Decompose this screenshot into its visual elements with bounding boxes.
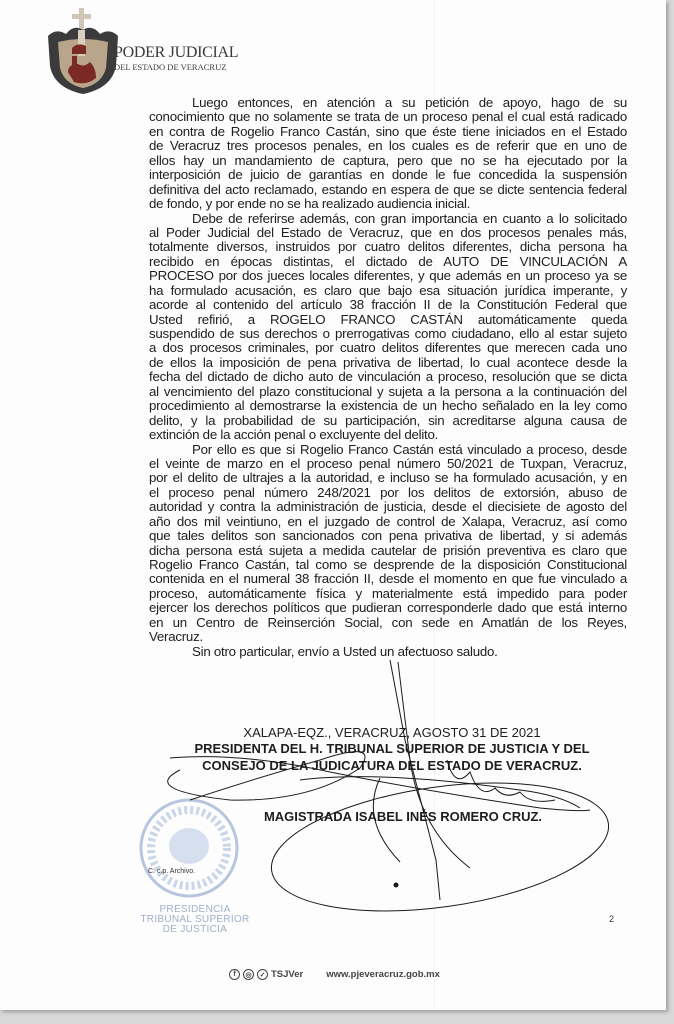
paragraph-line: en contra de Rogelio Franco Castán, sino que éste tiene iniciados en el Estado	[149, 123, 627, 139]
paragraph-line: en un Centro de Reinserción Social, con sede en Amatlán de los Reyes,	[149, 614, 627, 630]
signer-name: MAGISTRADA ISABEL INÉS ROMERO CRUZ.	[263, 809, 543, 824]
paragraph-line: por el delito de ultrajes a la autoridad, e incluso se ha formulado acusación, y en	[149, 470, 627, 486]
paragraph-line: de Veracruz tres procesos penales, en los cuales es de referir que en uno de	[149, 138, 627, 154]
footer	[229, 969, 440, 980]
paragraph-line: de ellos la imposición de pena privativa de libertad, lo cual acontece desde la	[149, 354, 627, 370]
paragraph-line: al Poder Judicial del Estado de Veracruz, que en dos procesos penales más,	[149, 224, 627, 240]
signature	[168, 660, 617, 930]
paragraph-line: Sin otro particular, envío a Usted un afectuoso saludo.	[192, 643, 498, 659]
paragraph-line: que tales delitos son sancionados con pena privativa de libertad, y si además	[149, 528, 627, 544]
signer-title-line1: PRESIDENTA DEL H. TRIBUNAL SUPERIOR DE JUSTICIA Y DEL	[194, 741, 590, 756]
page-number: 2	[609, 914, 615, 924]
paragraph-line: Rogelio Franco Castán, tal como se desprende de la disposición Constitucional	[149, 557, 627, 572]
paragraph-line: dicha persona está sujeta a medida cautelar de prisión preventiva es claro que	[149, 542, 627, 558]
paragraph-line: delito, y la probabilidad de su participación, sin acreditarse alguna causa de	[149, 412, 627, 428]
brand-title: PODER JUDICIAL	[114, 44, 239, 61]
brand-subtitle: DEL ESTADO DE VERACRUZ	[114, 62, 227, 72]
instagram-icon[interactable]: ◎	[243, 969, 254, 980]
paragraph-line: interposición de juicio de garantías en donde le fue concedida la suspensión	[149, 167, 627, 183]
paragraph-line: contenida en el numeral 38 fracción II, desde el momento en que fue vinculado a	[149, 571, 627, 587]
paragraph-line: conocimiento que no solamente se trata de un proceso penal el cual está radicado	[149, 109, 627, 125]
paragraph-line: autoridad y contra la administración de justicia, desde el diecisiete de agosto del	[149, 499, 627, 515]
paragraph-line: totalmente diversos, instruidos por cuatro delitos diferentes, dicha persona ha	[149, 239, 627, 255]
stamp-line1: PRESIDENCIA	[159, 904, 231, 915]
paragraph-line: Usted refirió, a ROGELO FRANCO CASTÁN automáticamente queda	[149, 311, 627, 327]
paragraph-line: Veracruz.	[149, 629, 203, 645]
paragraph-line: a dos procesos criminales, por cuatro delitos diferentes que merecen cada uno	[149, 340, 627, 356]
signer-title-line2: CONSEJO DE LA JUDICATURA DEL ESTADO DE VERACRUZ.	[202, 758, 582, 773]
paragraph-line: Por ello es que si Rogelio Franco Castán está vinculado a proceso, desde	[192, 441, 627, 457]
paragraph-line: fecha del dictado de dicho auto de vinculación a proceso, resolución que se dicta	[149, 369, 627, 385]
letter-body	[149, 96, 627, 659]
cc-archivo: C. c.p. Archivo.	[148, 868, 196, 875]
paragraph-line: Debe de referirse además, con gran importancia en cuanto a lo solicitado	[192, 210, 627, 226]
paragraph-line: ellos hay un mandamiento de captura, pero que no se ha ejecutado por la	[149, 152, 627, 168]
paragraph-line: proceso, automáticamente física y materialmente está impedido para poder	[149, 585, 627, 601]
paragraph-line: de fondo, y por ende no se ha realizado audiencia inicial.	[149, 196, 471, 212]
paragraph-line: año dos mil veintiuno, en el juzgado de control de Xalapa, Veracruz, así como	[149, 513, 627, 529]
paragraph-line: definitiva del acto reclamado, estando en espera de que se dicte sentencia federal	[149, 181, 627, 197]
paragraph-line: suspendido de sus derechos o prerrogativas como ciudadano, ello al estar sujeto	[149, 326, 627, 341]
seal-stamp	[141, 800, 237, 896]
paragraph-line: extinción de la acción penal o excluyente del delito.	[149, 427, 439, 443]
paragraph-line: recibido en épocas distintas, el dictado de AUTO DE VINCULACIÓN A	[149, 253, 627, 269]
paragraph-line: el veinte de marzo en el proceso penal número 50/2021 de Tuxpan, Veracruz,	[149, 455, 627, 471]
stamp-line2: TRIBUNAL SUPERIOR	[140, 914, 250, 925]
website-link[interactable]: www.pjeveracruz.gob.mx	[326, 969, 440, 980]
social-handle[interactable]: TSJVer	[271, 969, 304, 980]
paragraph-line: el proceso penal número 248/2021 por los delitos de extorsión, abuso de	[149, 484, 627, 500]
paragraph-line: ejercer los derechos políticos que pudieran corresponderle dado que está interno	[149, 600, 627, 616]
paragraph-line: PROCESO por dos jueces locales diferentes, y que además en un proceso ya se	[149, 268, 627, 284]
paragraph-line: procedimiento al demostrarse la existencia de un hecho señalado en la ley como	[149, 398, 627, 414]
paragraph-line: Luego entonces, en atención a su petición de apoyo, hago de su	[192, 95, 627, 110]
facebook-icon[interactable]: f	[229, 969, 240, 980]
twitter-icon[interactable]: ✓	[257, 969, 268, 980]
stamp-line3: DE JUSTICIA	[162, 924, 228, 935]
place-date: XALAPA-EQZ., VERACRUZ, AGOSTO 31 DE 2021	[243, 725, 541, 740]
paragraph-line: al vencimiento del plazo constitucional y sujeta a la persona a la continuación del	[149, 383, 627, 399]
paragraph-line: ha formulado acusación, es claro que bajo esa situación jurídica imperante, y	[149, 282, 627, 298]
poder-judicial-logo	[46, 6, 120, 96]
paragraph-line: acorde al contenido del artículo 38 fracción II de la Constitución Federal que	[149, 297, 627, 313]
